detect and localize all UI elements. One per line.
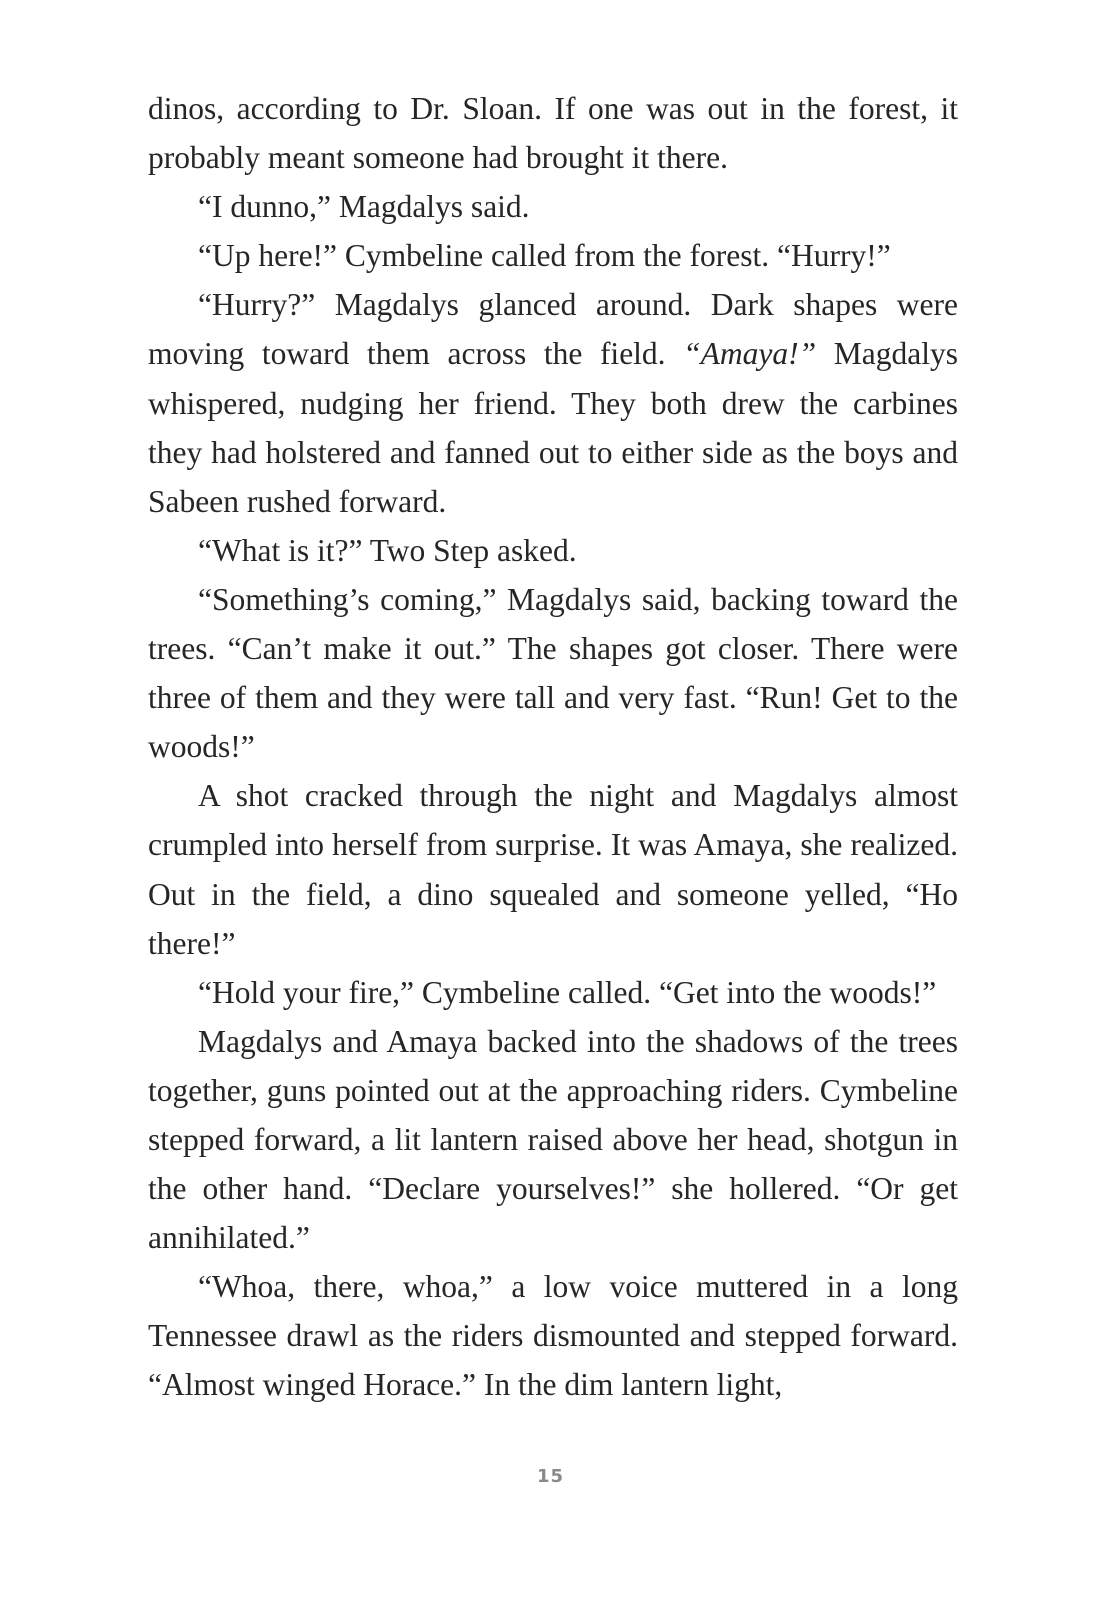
paragraph-6: “Something’s coming,” Magdalys said, backing toward the trees. “Can’t make it out.” The shapes got closer. There were three of them and they were tall and very fast. “Run! Get to the woods!”: [148, 581, 958, 765]
paragraph-1: dinos, according to Dr. Sloan. If one was out in the forest, it probably meant someone had brought it there.: [148, 91, 958, 176]
paragraph-2: “I dunno,” Magdalys said.: [198, 189, 530, 225]
paragraph-4-after: Magdalys whispered, nudging her friend. They both drew the carbines they had holstered and fanned out to either side as the boys and Sabeen rushed forward.: [148, 336, 958, 519]
paragraph-4: [148, 280, 958, 525]
paragraph-3: “Up here!” Cymbeline called from the forest. “Hurry!”: [198, 238, 891, 274]
paragraph-5: “What is it?” Two Step asked.: [198, 532, 577, 568]
paragraph-7: A shot cracked through the night and Magdalys almost crumpled into herself from surprise. It was Amaya, she realized. Out in the field, a dino squealed and someone yelled, “Ho there!”: [148, 778, 958, 961]
paragraph-9: Magdalys and Amaya backed into the shadows of the trees together, guns pointed out at the approaching riders. Cymbeline stepped forward, a lit lantern raised above her head, shotgun in the other hand. “Declare yourselves!” she hollered. “Or get annihilated.”: [148, 1023, 958, 1256]
paragraph-4-before: “Hurry?” Magdalys glanced around. Dark shapes were moving toward them across the field.: [148, 287, 958, 372]
page-body: [148, 84, 958, 1410]
paragraph-10: “Whoa, there, whoa,” a low voice muttered in a long Tennessee drawl as the riders dismounted and stepped forward. “Almost winged Horace.” In the dim lantern light,: [148, 1269, 958, 1403]
page-number: 15: [536, 1466, 565, 1487]
paragraph-4-emphasis: “Amaya!”: [683, 336, 817, 372]
paragraph-8: “Hold your fire,” Cymbeline called. “Get into the woods!”: [198, 974, 937, 1010]
